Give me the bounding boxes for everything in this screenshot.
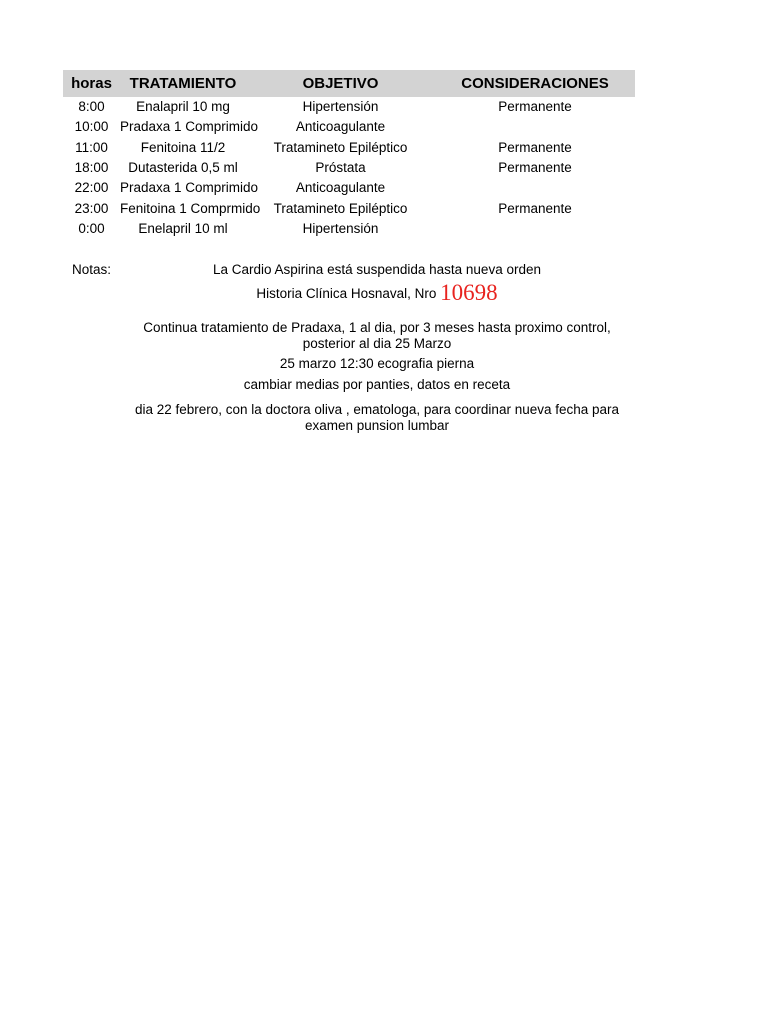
table-row xyxy=(63,198,635,218)
notes-label: Notas: xyxy=(72,262,112,277)
header-tratamiento: TRATAMIENTO xyxy=(129,75,237,92)
table-header-row xyxy=(63,70,635,97)
table-row xyxy=(63,219,635,239)
cell-objetivo: Tratamineto Epiléptico xyxy=(273,200,408,216)
cell-objetivo: Hipertensión xyxy=(302,99,379,115)
note-aspirina: La Cardio Aspirina está suspendida hasta nueva orden xyxy=(213,262,541,277)
note-medias: cambiar medias por panties, datos en receta xyxy=(243,377,511,392)
cell-tratamiento: Dutasterida 0,5 ml xyxy=(128,160,238,176)
table-row xyxy=(63,138,635,158)
cell-objetivo: Anticoagulante xyxy=(295,119,386,135)
table-row xyxy=(63,97,635,117)
cell-consideraciones: Permanente xyxy=(498,99,572,115)
table-row xyxy=(63,117,635,137)
table-row xyxy=(63,178,635,198)
cell-objetivo: Hipertensión xyxy=(302,220,379,236)
cell-objetivo: Anticoagulante xyxy=(295,180,386,196)
cell-consideraciones xyxy=(435,178,635,198)
header-consideraciones: CONSIDERACIONES xyxy=(461,75,609,92)
cell-tratamiento: Pradaxa 1 Comprimido xyxy=(120,119,259,135)
table-row xyxy=(63,158,635,178)
cell-objetivo: Tratamineto Epiléptico xyxy=(273,139,408,155)
historia-label: Historia Clínica Hosnaval, Nro xyxy=(256,286,437,301)
medication-schedule-table xyxy=(63,70,635,239)
cell-tratamiento: Enalapril 10 mg xyxy=(136,99,230,115)
cell-consideraciones: Permanente xyxy=(498,200,572,216)
cell-consideraciones xyxy=(435,219,635,239)
cell-hora: 22:00 xyxy=(74,180,109,196)
cell-consideraciones xyxy=(435,117,635,137)
cell-hora: 18:00 xyxy=(74,160,109,176)
cell-hora: 23:00 xyxy=(74,200,109,216)
cell-tratamiento: Pradaxa 1 Comprimido xyxy=(120,180,259,196)
cell-consideraciones: Permanente xyxy=(498,160,572,176)
cell-hora: 10:00 xyxy=(74,119,109,135)
header-horas: horas xyxy=(71,75,112,92)
note-historia-clinica xyxy=(120,280,634,305)
cell-objetivo: Próstata xyxy=(315,160,366,176)
note-ecografia: 25 marzo 12:30 ecografia pierna xyxy=(279,356,475,371)
cell-tratamiento: Fenitoina 11/2 xyxy=(140,139,226,155)
cell-tratamiento: Fenitoina 1 Comprmido xyxy=(120,200,261,216)
cell-consideraciones: Permanente xyxy=(498,139,572,155)
cell-hora: 8:00 xyxy=(78,99,105,115)
cell-hora: 11:00 xyxy=(75,139,108,155)
header-objetivo: OBJETIVO xyxy=(302,75,379,92)
cell-hora: 0:00 xyxy=(78,220,105,236)
note-doctora: dia 22 febrero, con la doctora oliva , ematologa, para coordinar nueva fecha para examen punsion lumbar xyxy=(134,402,620,433)
cell-tratamiento: Enelapril 10 ml xyxy=(138,220,228,236)
historia-numero: 10698 xyxy=(440,280,498,305)
note-pradaxa: Continua tratamiento de Pradaxa, 1 al dia, por 3 meses hasta proximo control, posterior al dia 25 Marzo xyxy=(143,320,611,351)
